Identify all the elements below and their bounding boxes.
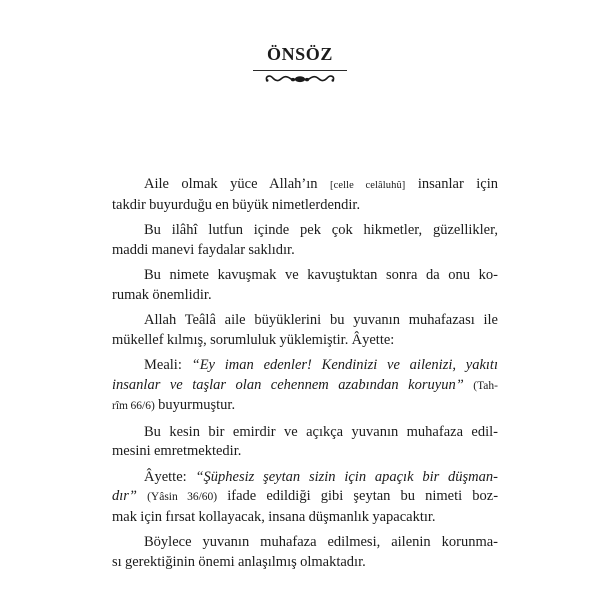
text-line: [112, 396, 498, 417]
quran-quote: “Ey iman edenler! Kendinizi ve ailenizi, yakıtı: [191, 357, 498, 373]
text-line: [112, 533, 498, 553]
text-line: [112, 311, 498, 331]
text-line: [112, 241, 498, 261]
text-line: [112, 487, 498, 508]
body-text: Meali:: [144, 357, 192, 373]
body-text: Bu ilâhî lutfun içinde pek çok hikmetler, güzellikler,: [144, 222, 498, 238]
text-line: [112, 442, 498, 462]
paragraph: [112, 468, 498, 528]
text-line: [112, 175, 498, 196]
body-text: maddi manevi faydalar saklıdır.: [112, 241, 295, 258]
verse-reference: rîm 66/6): [112, 400, 155, 412]
body-text: mesini emretmektedir.: [112, 443, 242, 459]
text-line: [112, 508, 498, 528]
text-line: [112, 266, 498, 286]
verse-reference: (Yâsin 36/60): [147, 491, 218, 503]
body-text: Bu nimete kavuşmak ve kavuştuktan sonra da onu ko-: [144, 267, 498, 283]
body-text: buyurmuştur.: [154, 397, 236, 413]
text-line: [112, 468, 498, 488]
floral-scroll-ornament-icon: [264, 74, 336, 84]
text-line: [112, 423, 498, 443]
body-text: insanlar için: [405, 176, 498, 192]
text-line: [112, 376, 498, 397]
page-title: ÖNSÖZ: [266, 44, 334, 64]
text-line: [112, 553, 498, 573]
paragraph: [112, 311, 498, 350]
text-line: [112, 221, 498, 241]
quran-quote: “Şüphesiz şeytan sizin için apaçık bir düşman-: [195, 468, 498, 485]
preface-body: [112, 175, 498, 578]
text-line: [112, 196, 498, 216]
paragraph: [112, 533, 498, 572]
title-divider-rule: [253, 70, 347, 71]
body-text: takdir buyurduğu en büyük nimetlerdendir.: [112, 196, 361, 213]
body-text: Aile olmak yüce Allah’ın: [144, 176, 330, 192]
text-line: [112, 331, 498, 351]
paragraph: [112, 266, 498, 305]
verse-reference: (Tah-: [473, 379, 498, 392]
body-text: mak için fırsat kollayacak, insana düşmanlık yapacaktır.: [112, 508, 436, 525]
paragraph: [112, 221, 498, 260]
paragraph: [112, 423, 498, 462]
honorific-bracket: [celle celâluhû]: [329, 180, 406, 191]
body-text: mükellef kılmış, sorumluluk yüklemiştir. Âyette:: [112, 331, 395, 348]
quran-quote: dır”: [112, 488, 148, 504]
body-text: Böylece yuvanın muhafaza edilmesi, ailenin korunma-: [144, 534, 498, 550]
body-text: sı gerektiğinin önemi anlaşılmış olmaktadır.: [112, 553, 366, 570]
body-text: ifade edildiği gibi şeytan bu nimeti boz-: [217, 488, 499, 504]
body-text: Âyette:: [144, 468, 196, 485]
quran-quote: insanlar ve taşlar olan cehennem azabından koruyun”: [112, 376, 474, 393]
paragraph: [112, 356, 498, 417]
text-line: [112, 286, 498, 306]
paragraph: [112, 175, 498, 215]
body-text: Bu kesin bir emirdir ve açıkça yuvanın muhafaza edil-: [144, 423, 498, 440]
text-line: [112, 356, 498, 376]
body-text: Allah Teâlâ aile büyüklerini bu yuvanın muhafazası ile: [144, 312, 498, 328]
body-text: rumak önemlidir.: [112, 286, 212, 303]
